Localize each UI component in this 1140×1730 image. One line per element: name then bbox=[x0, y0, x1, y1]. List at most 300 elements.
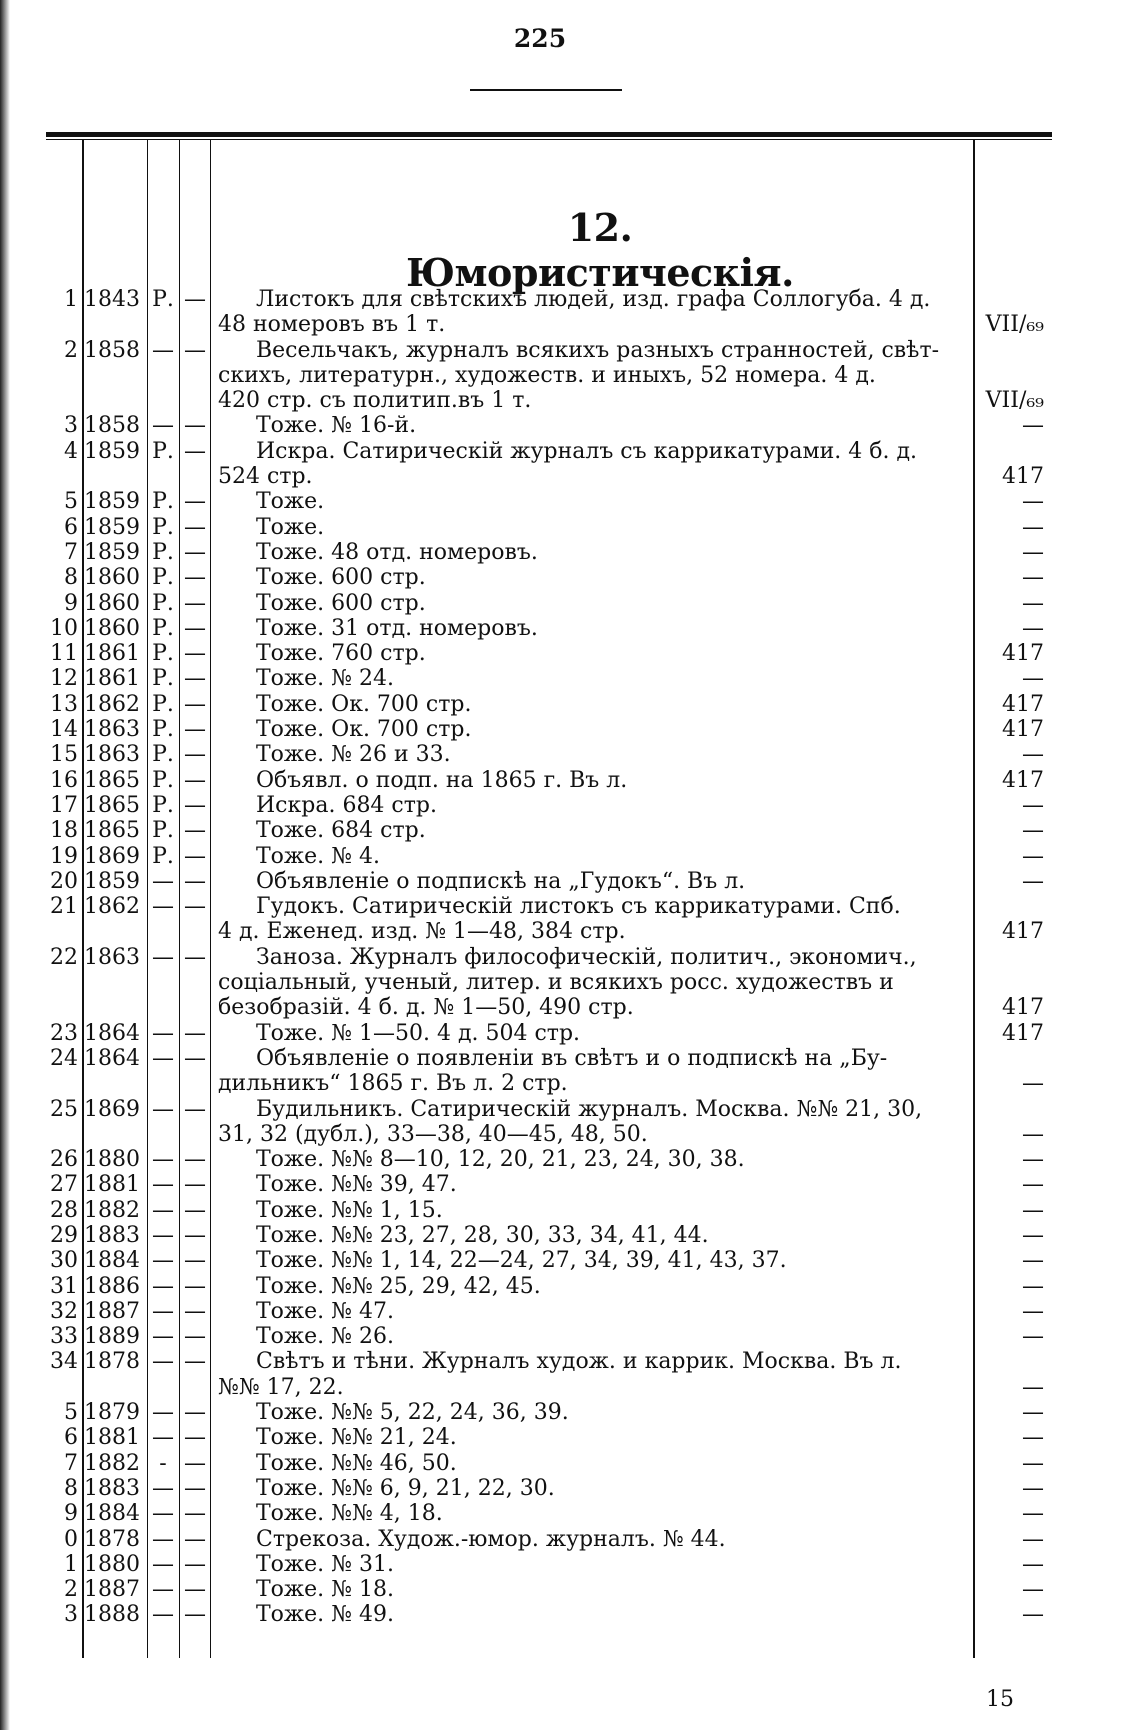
entry-description: дильникъ“ 1865 г. Въ л. 2 стр. bbox=[218, 1071, 568, 1097]
entry-extra: — bbox=[184, 337, 206, 363]
entry-year: 1859 bbox=[84, 868, 140, 894]
entry-year: 1887 bbox=[84, 1298, 140, 1324]
table-row-continuation bbox=[0, 312, 1140, 337]
table-row bbox=[0, 844, 1140, 869]
entry-reference: — bbox=[1022, 1147, 1044, 1173]
entry-reference: VII/₆₉ bbox=[985, 312, 1044, 338]
entry-language: — bbox=[152, 1298, 174, 1324]
entry-year: 1858 bbox=[84, 413, 140, 439]
entry-number: 31 bbox=[50, 1273, 78, 1299]
entry-description: 31, 32 (дубл.), 33—38, 40—45, 48, 50. bbox=[218, 1121, 648, 1147]
entry-number: 13 bbox=[50, 691, 78, 717]
entry-year: 1881 bbox=[84, 1172, 140, 1198]
entry-extra: — bbox=[184, 539, 206, 565]
entry-language: Р. bbox=[152, 590, 174, 616]
entry-description: Тоже. №№ 5, 22, 24, 36, 39. bbox=[256, 1400, 569, 1426]
entry-description: Тоже. №№ 39, 47. bbox=[256, 1172, 457, 1198]
entry-reference: — bbox=[1022, 1501, 1044, 1527]
entry-reference: 417 bbox=[1002, 464, 1044, 490]
section-title: 12. Юмористическія. bbox=[406, 205, 794, 295]
entry-number: 15 bbox=[50, 742, 78, 768]
entry-language: Р. bbox=[152, 641, 174, 667]
entry-description: Тоже. № 26. bbox=[256, 1324, 394, 1350]
entry-extra: — bbox=[184, 438, 206, 464]
entry-description: Тоже. №№ 1, 14, 22—24, 27, 34, 39, 41, 43, 37. bbox=[256, 1248, 787, 1274]
entry-number: 7 bbox=[64, 539, 78, 565]
entry-year: 1882 bbox=[84, 1197, 140, 1223]
entry-number: 3 bbox=[64, 413, 78, 439]
entry-reference: — bbox=[1022, 1222, 1044, 1248]
entry-extra: — bbox=[184, 868, 206, 894]
entry-extra: — bbox=[184, 818, 206, 844]
entry-extra: — bbox=[184, 792, 206, 818]
entry-reference: — bbox=[1022, 1121, 1044, 1147]
entry-number: 10 bbox=[50, 615, 78, 641]
entry-language: — bbox=[152, 337, 174, 363]
entry-extra: — bbox=[184, 1197, 206, 1223]
entry-number: 12 bbox=[50, 666, 78, 692]
entry-year: 1860 bbox=[84, 565, 140, 591]
entry-description: Тоже. № 18. bbox=[256, 1577, 394, 1603]
table-row bbox=[0, 1198, 1140, 1223]
entry-number: 26 bbox=[50, 1147, 78, 1173]
table-row bbox=[0, 1400, 1140, 1425]
entry-language: Р. bbox=[152, 539, 174, 565]
entry-language: — bbox=[152, 413, 174, 439]
entry-year: 1862 bbox=[84, 691, 140, 717]
entry-extra: — bbox=[184, 1602, 206, 1628]
entry-number: 25 bbox=[50, 1096, 78, 1122]
entry-description: Тоже. bbox=[256, 514, 325, 540]
entry-reference: — bbox=[1022, 843, 1044, 869]
table-row bbox=[0, 818, 1140, 843]
entry-language: — bbox=[152, 1425, 174, 1451]
table-row bbox=[0, 641, 1140, 666]
entry-number: 21 bbox=[50, 894, 78, 920]
entry-number: 27 bbox=[50, 1172, 78, 1198]
entry-number: 1 bbox=[64, 1551, 78, 1577]
entry-extra: — bbox=[184, 666, 206, 692]
entry-description: Тоже. №№ 46, 50. bbox=[256, 1450, 457, 1476]
entry-language: - bbox=[159, 1450, 167, 1476]
entry-reference: — bbox=[1022, 742, 1044, 768]
entry-extra: — bbox=[184, 514, 206, 540]
entry-description: Объявленіе о подпискѣ на „Гудокъ“. Въ л. bbox=[256, 868, 746, 894]
entry-year: 1861 bbox=[84, 641, 140, 667]
entry-extra: — bbox=[184, 1501, 206, 1527]
entry-number: 18 bbox=[50, 818, 78, 844]
entry-reference: — bbox=[1022, 1526, 1044, 1552]
entry-number: 33 bbox=[50, 1324, 78, 1350]
table-row bbox=[0, 1324, 1140, 1349]
entry-description: Заноза. Журналъ философическій, политич., экономич., bbox=[256, 944, 917, 970]
entry-number: 22 bbox=[50, 944, 78, 970]
table-row bbox=[0, 869, 1140, 894]
entry-number: 20 bbox=[50, 868, 78, 894]
table-row bbox=[0, 666, 1140, 691]
entry-number: 19 bbox=[50, 843, 78, 869]
entry-language: Р. bbox=[152, 514, 174, 540]
entry-language: Р. bbox=[152, 843, 174, 869]
entry-language: Р. bbox=[152, 818, 174, 844]
entry-year: 1863 bbox=[84, 944, 140, 970]
entry-number: 29 bbox=[50, 1222, 78, 1248]
entry-language: — bbox=[152, 1045, 174, 1071]
entry-description: Тоже. № 47. bbox=[256, 1298, 394, 1324]
entry-reference: — bbox=[1022, 590, 1044, 616]
table-row bbox=[0, 565, 1140, 590]
entry-reference: — bbox=[1022, 1273, 1044, 1299]
entry-language: — bbox=[152, 894, 174, 920]
entry-description: 4 д. Еженед. изд. № 1—48, 384 стр. bbox=[218, 919, 626, 945]
entry-description: Тоже. № 49. bbox=[256, 1602, 394, 1628]
table-top-rule-thin bbox=[46, 139, 1052, 140]
entry-extra: — bbox=[184, 1425, 206, 1451]
table-row bbox=[0, 1552, 1140, 1577]
entry-description: Тоже. № 24. bbox=[256, 666, 394, 692]
entry-description: Тоже. №№ 21, 24. bbox=[256, 1425, 457, 1451]
entry-number: 11 bbox=[50, 641, 78, 667]
entry-year: 1861 bbox=[84, 666, 140, 692]
entry-description: Объявленіе о появленіи въ свѣтъ и о подпискѣ на „Бу- bbox=[256, 1045, 888, 1071]
entry-language: Р. bbox=[152, 287, 174, 312]
entry-reference: 417 bbox=[1002, 995, 1044, 1021]
entry-description: Тоже. №№ 6, 9, 21, 22, 30. bbox=[256, 1475, 555, 1501]
entry-description: Тоже. 684 стр. bbox=[256, 818, 426, 844]
entry-reference: — bbox=[1022, 413, 1044, 439]
entry-reference: — bbox=[1022, 1425, 1044, 1451]
table-row bbox=[0, 1147, 1140, 1172]
entry-year: 1864 bbox=[84, 1045, 140, 1071]
entry-number: 9 bbox=[64, 590, 78, 616]
entry-year: 1869 bbox=[84, 1096, 140, 1122]
entry-description: Весельчакъ, журналъ всякихъ разныхъ странностей, свѣт- bbox=[256, 337, 940, 363]
entry-number: 1 bbox=[64, 287, 78, 312]
entry-number: 2 bbox=[64, 1577, 78, 1603]
entry-extra: — bbox=[184, 1400, 206, 1426]
entry-extra: — bbox=[184, 1222, 206, 1248]
entry-year: 1859 bbox=[84, 539, 140, 565]
entry-reference: — bbox=[1022, 514, 1044, 540]
entry-description: Объявл. о подп. на 1865 г. Въ л. bbox=[256, 767, 628, 793]
entry-language: — bbox=[152, 1248, 174, 1274]
entry-year: 1859 bbox=[84, 438, 140, 464]
table-row-continuation bbox=[0, 919, 1140, 944]
entry-extra: — bbox=[184, 1172, 206, 1198]
entry-language: — bbox=[152, 868, 174, 894]
entry-number: 7 bbox=[64, 1450, 78, 1476]
table-row bbox=[0, 742, 1140, 767]
entry-description: скихъ, литературн., художеств. и иныхъ, 52 номера. 4 д. bbox=[218, 362, 876, 388]
table-row bbox=[0, 717, 1140, 742]
entry-language: — bbox=[152, 1551, 174, 1577]
page-number-rule bbox=[470, 89, 622, 91]
table-row bbox=[0, 894, 1140, 919]
table-row-continuation bbox=[0, 1375, 1140, 1400]
entry-extra: — bbox=[184, 1096, 206, 1122]
entry-year: 1862 bbox=[84, 894, 140, 920]
entry-reference: — bbox=[1022, 1248, 1044, 1274]
entry-extra: — bbox=[184, 565, 206, 591]
entry-number: 8 bbox=[64, 1475, 78, 1501]
table-row bbox=[0, 1451, 1140, 1476]
table-row bbox=[0, 1476, 1140, 1501]
entry-reference: — bbox=[1022, 1071, 1044, 1097]
entry-year: 1881 bbox=[84, 1425, 140, 1451]
entry-extra: — bbox=[184, 1045, 206, 1071]
table-row bbox=[0, 591, 1140, 616]
entry-reference: 417 bbox=[1002, 717, 1044, 743]
entry-language: — bbox=[152, 1526, 174, 1552]
entry-year: 1878 bbox=[84, 1349, 140, 1375]
entry-extra: — bbox=[184, 1349, 206, 1375]
entry-reference: — bbox=[1022, 565, 1044, 591]
entry-extra: — bbox=[184, 742, 206, 768]
entry-reference: 417 bbox=[1002, 767, 1044, 793]
table-row bbox=[0, 489, 1140, 514]
entry-reference: — bbox=[1022, 1400, 1044, 1426]
entry-reference: — bbox=[1022, 1475, 1044, 1501]
entry-year: 1863 bbox=[84, 742, 140, 768]
entry-year: 1884 bbox=[84, 1501, 140, 1527]
table-row-continuation bbox=[0, 363, 1140, 388]
table-row bbox=[0, 439, 1140, 464]
entry-language: — bbox=[152, 1602, 174, 1628]
entry-description: Тоже. bbox=[256, 489, 325, 515]
entry-description: Искра. Сатирическій журналъ съ каррикатурами. 4 б. д. bbox=[256, 438, 918, 464]
entry-reference: — bbox=[1022, 539, 1044, 565]
entry-extra: — bbox=[184, 843, 206, 869]
table-row-continuation bbox=[0, 464, 1140, 489]
entry-year: 1863 bbox=[84, 717, 140, 743]
entry-description: Тоже. 48 отд. номеровъ. bbox=[256, 539, 538, 565]
entry-number: 4 bbox=[64, 438, 78, 464]
table-row-continuation bbox=[0, 1071, 1140, 1096]
entry-year: 1859 bbox=[84, 489, 140, 515]
entry-reference: — bbox=[1022, 1172, 1044, 1198]
page-number: 225 bbox=[513, 24, 567, 53]
entry-reference: — bbox=[1022, 489, 1044, 515]
entry-number: 30 bbox=[50, 1248, 78, 1274]
entry-description: Тоже. № 1—50. 4 д. 504 стр. bbox=[256, 1020, 581, 1046]
table-row-continuation bbox=[0, 970, 1140, 995]
entry-extra: — bbox=[184, 1324, 206, 1350]
entry-extra: — bbox=[184, 287, 206, 312]
entry-year: 1884 bbox=[84, 1248, 140, 1274]
entry-year: 1887 bbox=[84, 1577, 140, 1603]
entry-number: 34 bbox=[50, 1349, 78, 1375]
entry-extra: — bbox=[184, 1450, 206, 1476]
table-row bbox=[0, 1223, 1140, 1248]
entry-extra: — bbox=[184, 944, 206, 970]
table-row bbox=[0, 768, 1140, 793]
entry-reference: — bbox=[1022, 1197, 1044, 1223]
entry-extra: — bbox=[184, 691, 206, 717]
entry-language: Р. bbox=[152, 666, 174, 692]
entry-number: 5 bbox=[64, 1400, 78, 1426]
table-row bbox=[0, 1097, 1140, 1122]
entry-extra: — bbox=[184, 1577, 206, 1603]
entry-extra: — bbox=[184, 1147, 206, 1173]
entry-reference: — bbox=[1022, 1551, 1044, 1577]
entry-reference: — bbox=[1022, 615, 1044, 641]
entry-year: 1880 bbox=[84, 1551, 140, 1577]
table-row bbox=[0, 1349, 1140, 1374]
table-row bbox=[0, 793, 1140, 818]
entry-language: Р. bbox=[152, 742, 174, 768]
table-row bbox=[0, 1425, 1140, 1450]
entry-number: 5 bbox=[64, 489, 78, 515]
table-row bbox=[0, 1021, 1140, 1046]
entry-description: Тоже. №№ 8—10, 12, 20, 21, 23, 24, 30, 38. bbox=[256, 1147, 745, 1173]
entry-language: — bbox=[152, 1324, 174, 1350]
entry-number: 3 bbox=[64, 1602, 78, 1628]
entry-description: Тоже. № 16-й. bbox=[256, 413, 417, 439]
entry-language: Р. bbox=[152, 565, 174, 591]
entry-reference: VII/₆₉ bbox=[985, 388, 1044, 414]
entry-year: 1858 bbox=[84, 337, 140, 363]
entry-extra: — bbox=[184, 767, 206, 793]
entry-extra: — bbox=[184, 1298, 206, 1324]
entry-language: — bbox=[152, 1400, 174, 1426]
entry-extra: — bbox=[184, 413, 206, 439]
entry-extra: — bbox=[184, 1273, 206, 1299]
entry-language: — bbox=[152, 1222, 174, 1248]
entry-description: Тоже. №№ 1, 15. bbox=[256, 1197, 443, 1223]
entry-description: Тоже. №№ 4, 18. bbox=[256, 1501, 443, 1527]
entry-number: 8 bbox=[64, 565, 78, 591]
entry-description: Гудокъ. Сатирическій листокъ съ каррикатурами. Спб. bbox=[256, 894, 901, 920]
entry-description: №№ 17, 22. bbox=[218, 1374, 344, 1400]
table-row bbox=[0, 1274, 1140, 1299]
entry-reference: 417 bbox=[1002, 1020, 1044, 1046]
entry-description: Тоже. № 31. bbox=[256, 1551, 394, 1577]
entry-extra: — bbox=[184, 1551, 206, 1577]
entry-language: — bbox=[152, 1501, 174, 1527]
signature-number: 15 bbox=[986, 1687, 1014, 1712]
entry-description: Тоже. №№ 25, 29, 42, 45. bbox=[256, 1273, 541, 1299]
entry-extra: — bbox=[184, 1248, 206, 1274]
entry-description: 48 номеровъ въ 1 т. bbox=[218, 312, 446, 338]
entry-reference: — bbox=[1022, 1374, 1044, 1400]
catalog-table bbox=[0, 287, 1140, 1628]
entry-number: 32 bbox=[50, 1298, 78, 1324]
entry-extra: — bbox=[184, 1526, 206, 1552]
entry-language: Р. bbox=[152, 767, 174, 793]
entry-year: 1889 bbox=[84, 1324, 140, 1350]
entry-extra: — bbox=[184, 590, 206, 616]
entry-description: Тоже. 760 стр. bbox=[256, 641, 426, 667]
entry-description: Тоже. № 4. bbox=[256, 843, 380, 869]
entry-year: 1880 bbox=[84, 1147, 140, 1173]
entry-reference: 417 bbox=[1002, 919, 1044, 945]
entry-reference: — bbox=[1022, 1324, 1044, 1350]
entry-year: 1888 bbox=[84, 1602, 140, 1628]
entry-number: 9 bbox=[64, 1501, 78, 1527]
entry-language: Р. bbox=[152, 438, 174, 464]
entry-year: 1865 bbox=[84, 792, 140, 818]
table-row-continuation bbox=[0, 388, 1140, 413]
entry-language: — bbox=[152, 1096, 174, 1122]
table-row bbox=[0, 1527, 1140, 1552]
table-row-continuation bbox=[0, 1122, 1140, 1147]
entry-number: 17 bbox=[50, 792, 78, 818]
entry-reference: — bbox=[1022, 818, 1044, 844]
entry-extra: — bbox=[184, 1020, 206, 1046]
entry-year: 1883 bbox=[84, 1222, 140, 1248]
entry-description: Тоже. №№ 23, 27, 28, 30, 33, 34, 41, 44. bbox=[256, 1222, 709, 1248]
entry-year: 1865 bbox=[84, 767, 140, 793]
entry-description: 420 стр. съ политип.въ 1 т. bbox=[218, 388, 532, 414]
entry-description: Свѣтъ и тѣни. Журналъ худож. и каррик. Москва. Въ л. bbox=[256, 1349, 902, 1375]
table-row bbox=[0, 1299, 1140, 1324]
table-top-rule bbox=[46, 132, 1052, 137]
entry-description: Тоже. 31 отд. номеровъ. bbox=[256, 615, 538, 641]
entry-language: — bbox=[152, 1273, 174, 1299]
table-row bbox=[0, 1577, 1140, 1602]
table-row bbox=[0, 1248, 1140, 1273]
table-row bbox=[0, 1046, 1140, 1071]
entry-extra: — bbox=[184, 894, 206, 920]
entry-reference: — bbox=[1022, 1602, 1044, 1628]
entry-language: Р. bbox=[152, 717, 174, 743]
entry-language: Р. bbox=[152, 691, 174, 717]
table-row bbox=[0, 1501, 1140, 1526]
table-row bbox=[0, 413, 1140, 438]
entry-number: 2 bbox=[64, 337, 78, 363]
entry-extra: — bbox=[184, 641, 206, 667]
table-row bbox=[0, 287, 1140, 312]
entry-number: 16 bbox=[50, 767, 78, 793]
entry-number: 14 bbox=[50, 717, 78, 743]
entry-year: 1879 bbox=[84, 1400, 140, 1426]
table-row bbox=[0, 1172, 1140, 1197]
entry-language: — bbox=[152, 1147, 174, 1173]
entry-number: 24 bbox=[50, 1045, 78, 1071]
entry-description: Тоже. 600 стр. bbox=[256, 565, 426, 591]
entry-number: 0 bbox=[64, 1526, 78, 1552]
entry-description: Тоже. Ок. 700 стр. bbox=[256, 717, 472, 743]
entry-year: 1869 bbox=[84, 843, 140, 869]
table-row bbox=[0, 692, 1140, 717]
table-row bbox=[0, 515, 1140, 540]
entry-language: — bbox=[152, 1349, 174, 1375]
entry-description: Тоже. № 26 и 33. bbox=[256, 742, 451, 768]
entry-language: Р. bbox=[152, 615, 174, 641]
entry-reference: — bbox=[1022, 1298, 1044, 1324]
entry-language: — bbox=[152, 1020, 174, 1046]
entry-year: 1843 bbox=[84, 287, 140, 312]
entry-extra: — bbox=[184, 615, 206, 641]
table-row bbox=[0, 540, 1140, 565]
entry-number: 6 bbox=[64, 514, 78, 540]
entry-year: 1886 bbox=[84, 1273, 140, 1299]
entry-year: 1860 bbox=[84, 590, 140, 616]
entry-extra: — bbox=[184, 717, 206, 743]
entry-year: 1882 bbox=[84, 1450, 140, 1476]
entry-year: 1865 bbox=[84, 818, 140, 844]
entry-year: 1859 bbox=[84, 514, 140, 540]
entry-description: соціальный, ученый, литер. и всякихъ росс. художествъ и bbox=[218, 970, 894, 996]
entry-description: Листокъ для свѣтскихъ людей, изд. графа Соллогуба. 4 д. bbox=[256, 287, 931, 312]
entry-language: Р. bbox=[152, 489, 174, 515]
entry-number: 6 bbox=[64, 1425, 78, 1451]
table-row bbox=[0, 1602, 1140, 1627]
entry-reference: — bbox=[1022, 1577, 1044, 1603]
entry-reference: — bbox=[1022, 1450, 1044, 1476]
table-row bbox=[0, 945, 1140, 970]
entry-year: 1864 bbox=[84, 1020, 140, 1046]
